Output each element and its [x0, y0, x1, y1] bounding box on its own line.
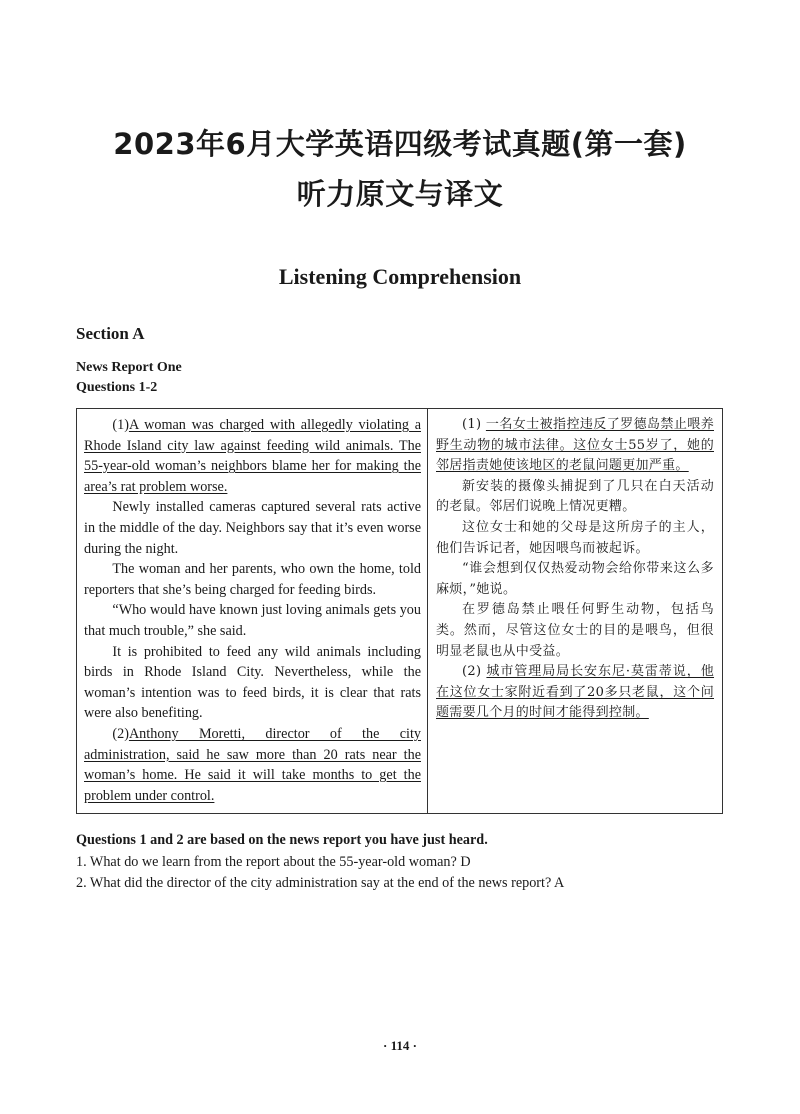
- zh-paragraph-3: 这位女士和她的父母是这所房子的主人，他们告诉记者，她因喂鸟而被起诉。: [436, 519, 714, 556]
- en-paragraph-5: It is prohibited to feed any wild animals including birds in Rhode Island City. Nevertheless, while the woman’s intention was to feed birds, it is clear that rats were also benefiting.: [84, 643, 421, 722]
- chinese-translation: [428, 409, 722, 813]
- en-marker-2: (2): [112, 725, 129, 742]
- en-underlined-answer-2: Anthony Moretti, director of the city administration, said he saw more than 20 rats near the woman’s home. He said it will take months to get the problem under control.: [84, 725, 421, 804]
- en-underlined-answer-1: A woman was charged with allegedly violating a Rhode Island city law against feeding wild animals. The 55-year-old woman’s neighbors blame her for making the area’s rat problem worse.: [84, 417, 421, 495]
- english-transcript: [77, 409, 428, 813]
- question-1: 1. What do we learn from the report about the 55-year-old woman? D: [76, 854, 471, 870]
- zh-paragraph-6: [436, 662, 714, 724]
- page-title-line1: 2023年6月大学英语四级考试真题(第一套): [113, 127, 687, 161]
- en-marker-1: (1): [112, 417, 129, 433]
- zh-marker-2: (2): [462, 664, 482, 680]
- questions-heading: Questions 1 and 2 are based on the news report you have just heard.: [76, 832, 488, 848]
- en-paragraph-4: “Who would have known just loving animals gets you that much trouble,” she said.: [84, 602, 421, 639]
- page-number: · 114 ·: [383, 1038, 417, 1053]
- news-report-title: News Report One: [76, 360, 182, 375]
- zh-underlined-answer-1: 一名女士被指控违反了罗德岛禁止喂养野生动物的城市法律。这位女士55岁了，她的邻居指责她使该地区的老鼠问题更加严重。: [436, 417, 714, 474]
- zh-marker-1: (1): [462, 417, 482, 432]
- section-heading: Section A: [76, 324, 145, 343]
- zh-paragraph-2: 新安装的摄像头捕捉到了几只在白天活动的老鼠。邻居们说晚上情况更糟。: [436, 478, 714, 515]
- zh-underlined-answer-2: 城市管理局局长安东尼·莫雷蒂说，他在这位女士家附近看到了20多只老鼠，这个问题需要几个月的时间才能得到控制。: [436, 664, 715, 721]
- questions-range: Questions 1-2: [76, 380, 158, 395]
- part-heading: Listening Comprehension: [278, 264, 522, 289]
- en-paragraph-6: [84, 724, 421, 806]
- en-paragraph-1: [84, 415, 421, 497]
- transcript-table: [76, 408, 723, 814]
- zh-paragraph-4: “谁会想到仅仅热爱动物会给你带来这么多麻烦，”她说。: [436, 561, 714, 597]
- en-paragraph-2: Newly installed cameras captured several rats active in the middle of the day. Neighbors say that it’s even worse during the night.: [84, 499, 421, 557]
- question-2: 2. What did the director of the city administration say at the end of the news report? A: [76, 875, 565, 891]
- en-paragraph-3: The woman and her parents, who own the home, told reporters that she’s being charged for feeding birds.: [84, 561, 421, 598]
- zh-paragraph-1: [436, 415, 714, 477]
- zh-paragraph-5: 在罗德岛禁止喂任何野生动物，包括鸟类。然而，尽管这位女士的目的是喂鸟，但很明显老鼠也从中受益。: [436, 602, 714, 659]
- news-report-heading: [76, 358, 182, 398]
- page-title-line2: 听力原文与译文: [296, 177, 504, 211]
